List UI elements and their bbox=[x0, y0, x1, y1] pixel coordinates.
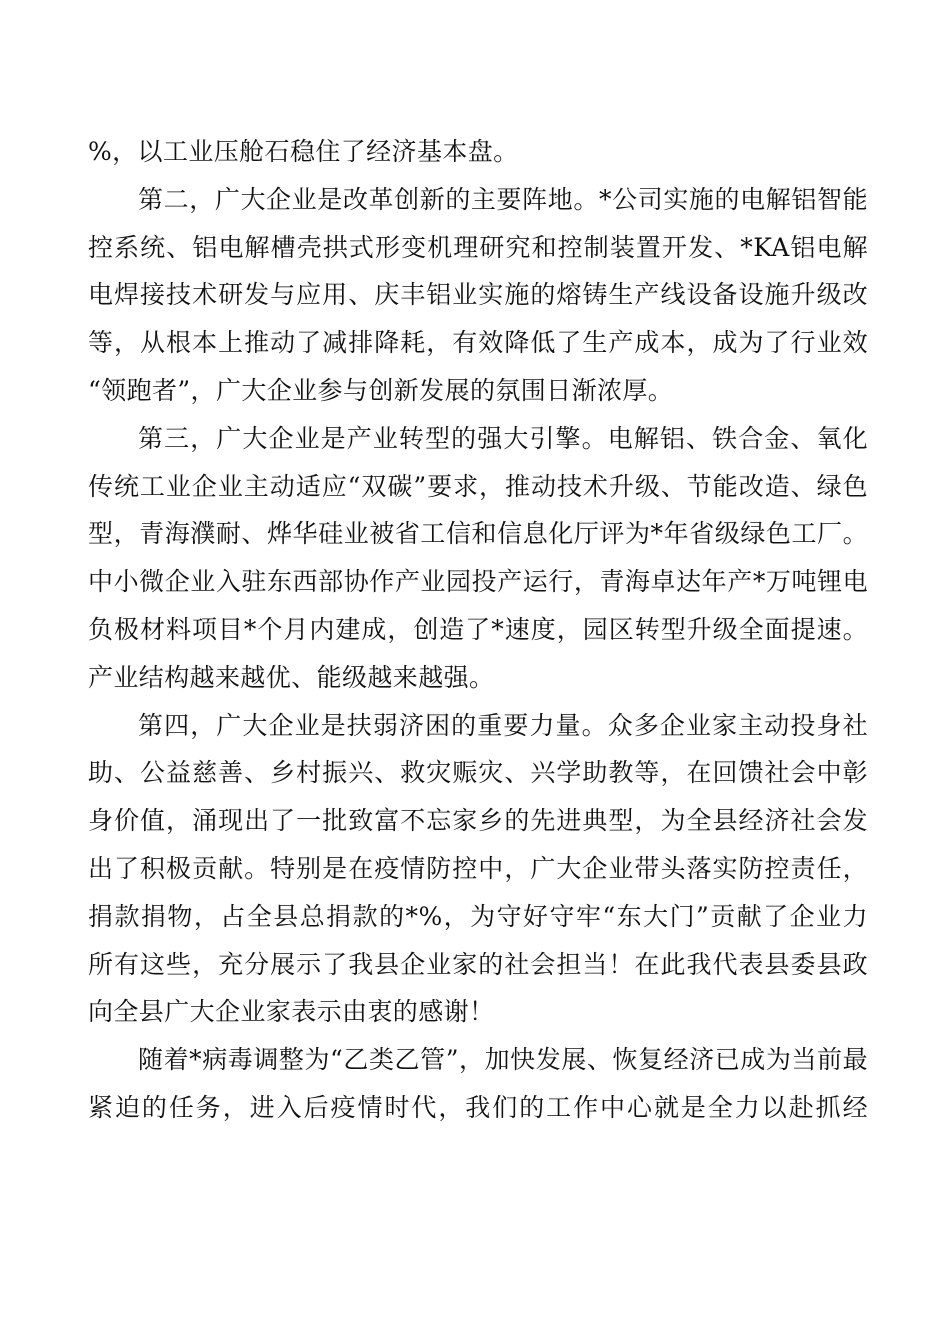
text-line: 随着*病毒调整为“乙类乙管”，加快发展、恢复经济已成为当前最 bbox=[138, 1045, 868, 1075]
text-line: “领跑者”，广大企业参与创新发展的氛围日渐浓厚。 bbox=[88, 375, 674, 405]
text-line: 型，青海濮耐、烨华硅业被省工信和信息化厅评为*年省级绿色工厂。 bbox=[88, 519, 868, 549]
text-line: 向全县广大企业家表示由衷的感谢！ bbox=[88, 997, 495, 1027]
text-line: 出了积极贡献。特别是在疫情防控中，广大企业带头落实防控责任， bbox=[88, 853, 868, 883]
text-line: 第三，广大企业是产业转型的强大引擎。电解铝、铁合金、氧化 bbox=[138, 423, 868, 453]
text-line: 传统工业企业主动适应“双碳”要求，推动技术升级、节能改造、绿色 bbox=[88, 471, 868, 501]
document-body bbox=[88, 128, 868, 1132]
text-line: 身价值，涌现出了一批致富不忘家乡的先进典型，为全县经济社会发 bbox=[88, 806, 868, 836]
text-line: 紧迫的任务，进入后疫情时代，我们的工作中心就是全力以赴抓经 bbox=[88, 1092, 868, 1122]
text-line: 所有这些，充分展示了我县企业家的社会担当！在此我代表县委县政 bbox=[88, 949, 868, 979]
text-line: 第二，广大企业是改革创新的主要阵地。*公司实施的电解铝智能 bbox=[138, 184, 868, 214]
text-line: 中小微企业入驻东西部协作产业园投产运行，青海卓达年产*万吨锂电 bbox=[88, 567, 868, 597]
text-line: 等，从根本上推动了减排降耗，有效降低了生产成本，成为了行业效 bbox=[88, 328, 868, 358]
text-line: 控系统、铝电解槽壳拱式形变机理研究和控制装置开发、*KA铝电解 bbox=[88, 232, 868, 262]
text-line: 捐款捐物，占全县总捐款的*%，为守好守牢“东大门”贡献了企业力 bbox=[88, 901, 868, 931]
text-line: %，以工业压舱石稳住了经济基本盘。 bbox=[88, 137, 519, 166]
text-line: 第四，广大企业是扶弱济困的重要力量。众多企业家主动投身社 bbox=[138, 710, 868, 740]
text-line: 助、公益慈善、乡村振兴、救灾赈灾、兴学助教等，在回馈社会中彰 bbox=[88, 758, 868, 788]
text-line: 产业结构越来越优、能级越来越强。 bbox=[88, 662, 495, 692]
text-line: 电焊接技术研发与应用、庆丰铝业实施的熔铸生产线设备设施升级改 bbox=[88, 280, 868, 310]
text-line: 负极材料项目*个月内建成，创造了*速度，园区转型升级全面提速。 bbox=[88, 614, 868, 644]
